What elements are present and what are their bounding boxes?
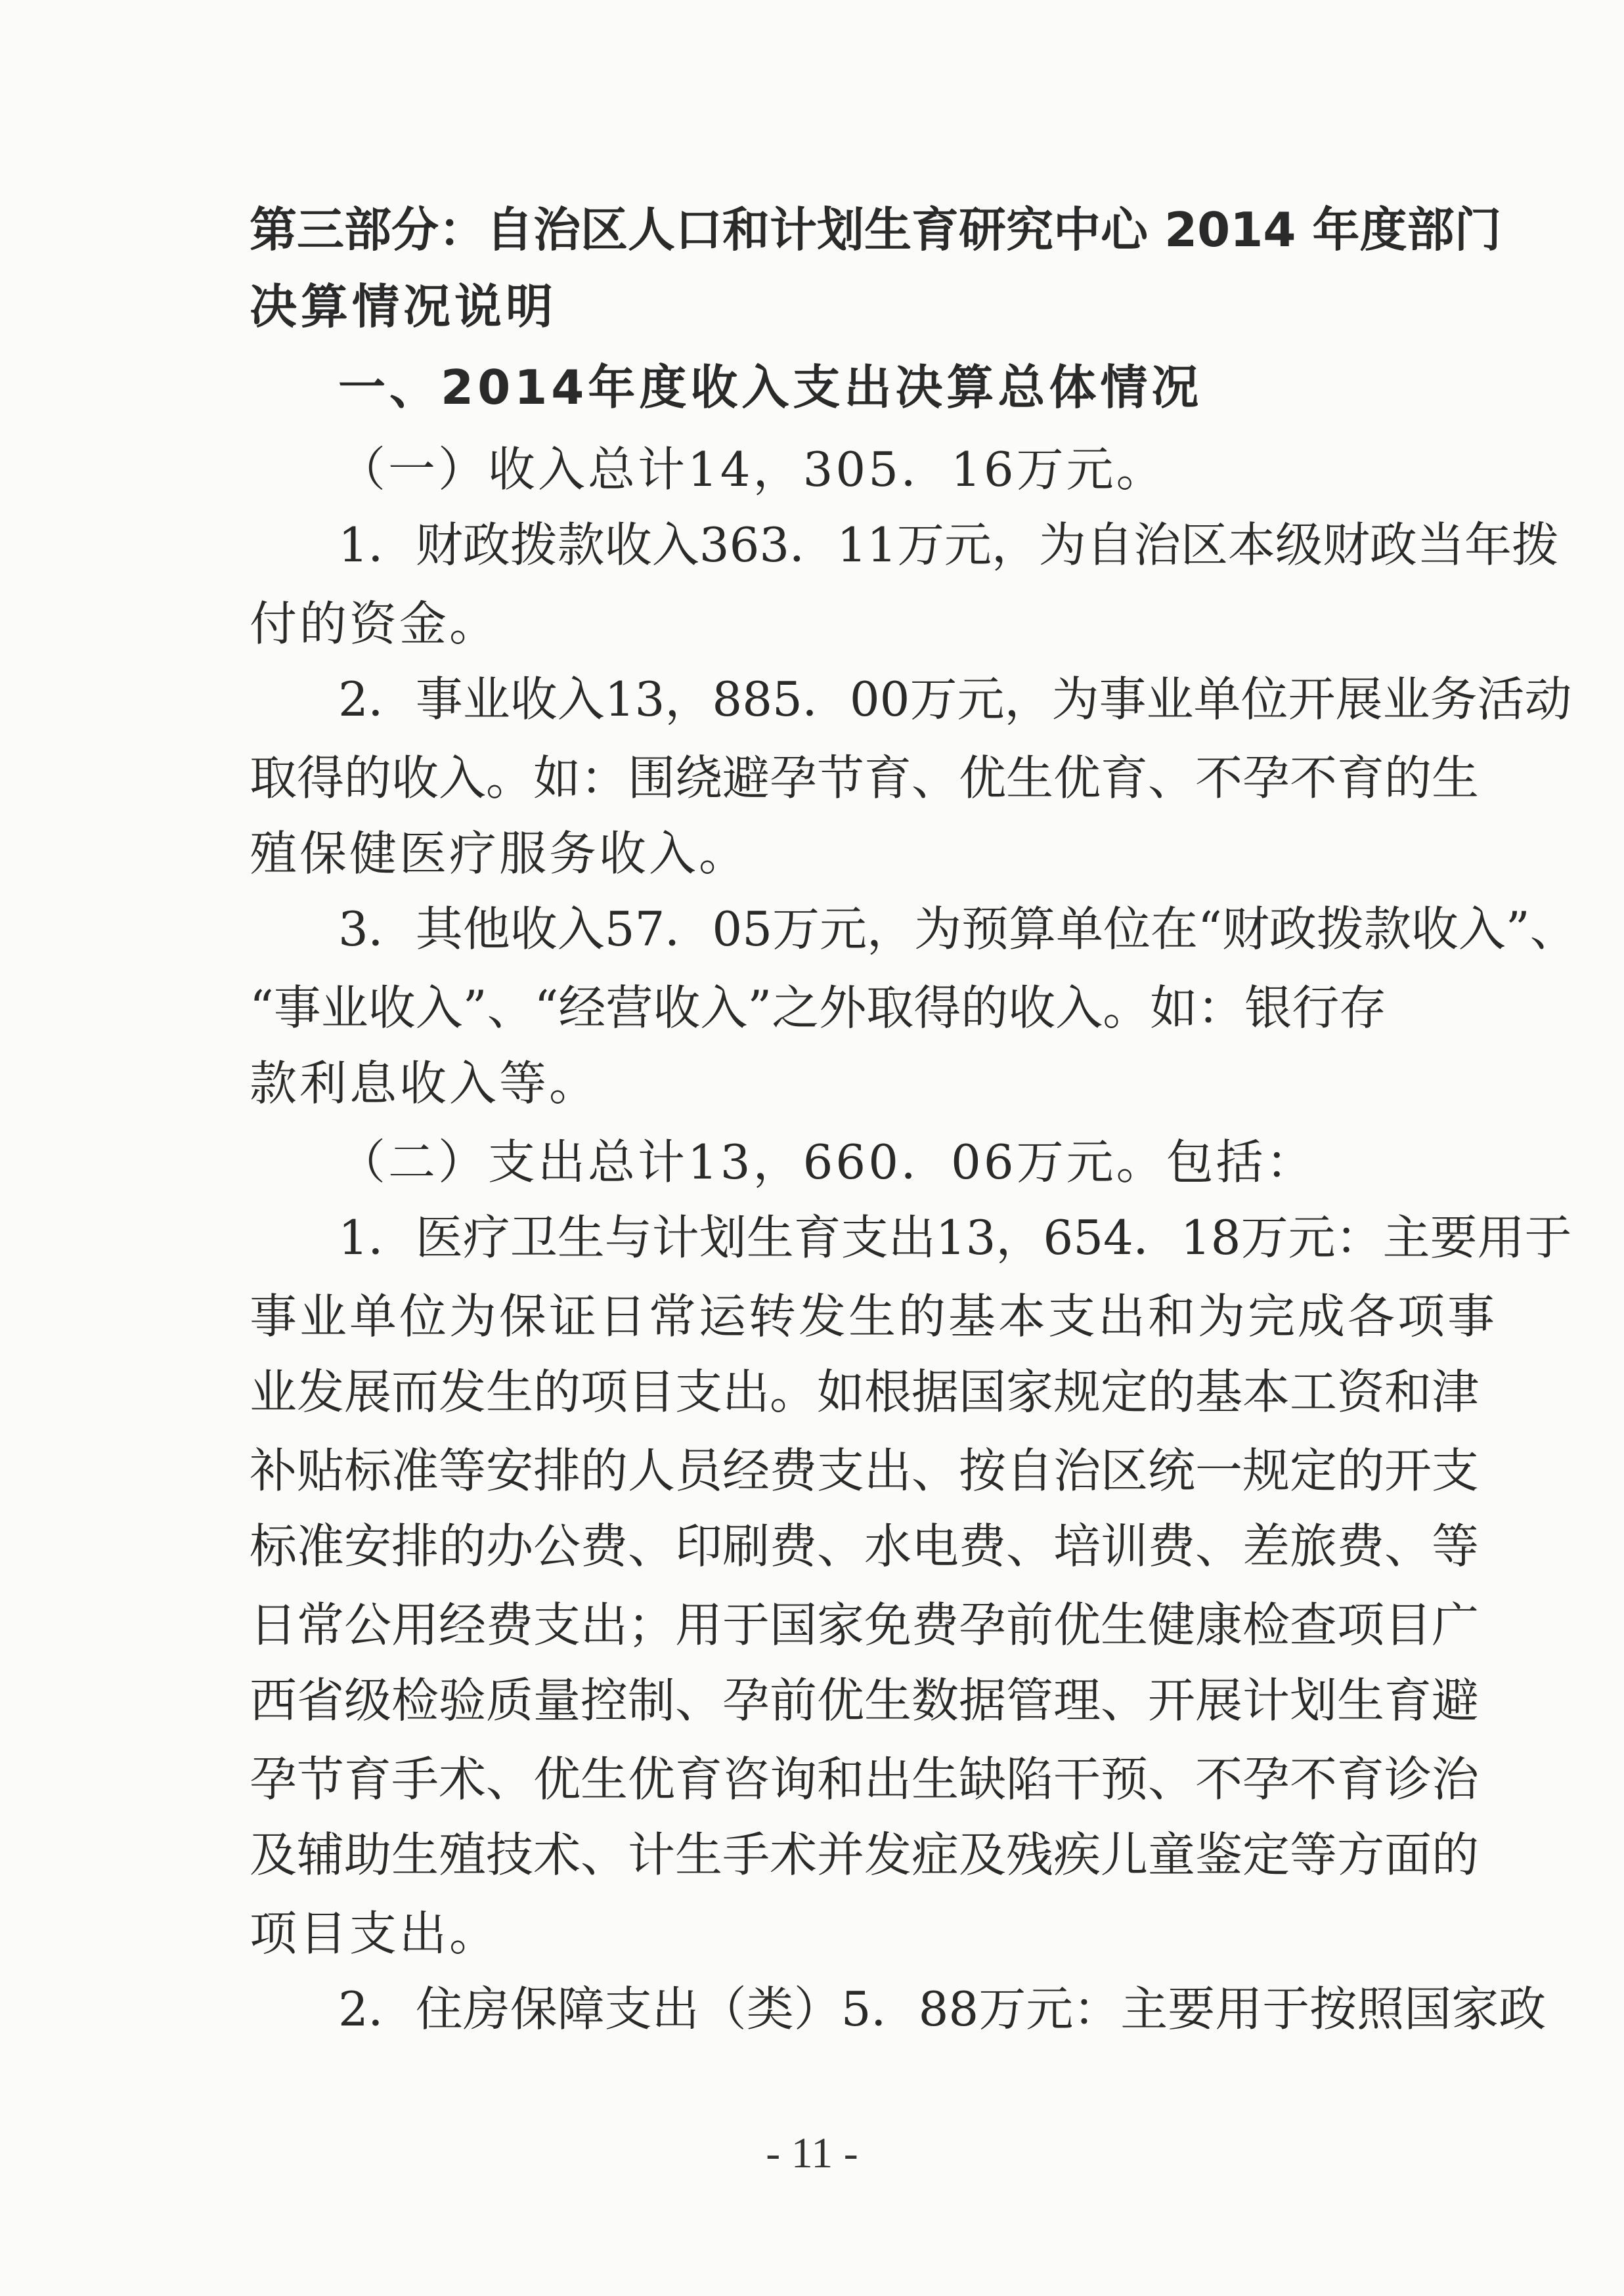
paragraph-line: 取得的收入。如：围绕避孕节育、优生优育、不孕不育的生	[250, 750, 1480, 806]
paragraph-line: 孕节育手术、优生优育咨询和出生缺陷干预、不孕不育诊治	[250, 1752, 1480, 1807]
paragraph-line: 1．财政拨款收入363．11万元，为自治区本级财政当年拨	[338, 517, 1559, 573]
income-total-line: （一）收入总计14，305．16万元。	[338, 442, 1166, 497]
paragraph-line: 款利息收入等。	[250, 1056, 600, 1111]
paragraph-line: 日常公用经费支出；用于国家免费孕前优生健康检查项目广	[250, 1597, 1480, 1653]
paragraph-line: 1．医疗卫生与计划生育支出13，654．18万元：主要用于	[338, 1210, 1572, 1265]
paragraph-line: 2．住房保障支出（类）5．88万元：主要用于按照国家政	[338, 1982, 1547, 2037]
paragraph-line: 西省级检验质量控制、孕前优生数据管理、开展计划生育避	[250, 1673, 1480, 1728]
paragraph-line: 付的资金。	[250, 596, 500, 651]
paragraph-line: 业发展而发生的项目支出。如根据国家规定的基本工资和津	[250, 1364, 1480, 1419]
paragraph-line: 标准安排的办公费、印刷费、水电费、培训费、差旅费、等	[250, 1519, 1480, 1574]
paragraph-line: 及辅助生殖技术、计生手术并发症及残疾儿童鉴定等方面的	[250, 1827, 1480, 1882]
section-title-line-2: 决算情况说明	[250, 279, 558, 334]
expenditure-total-line: （二）支出总计13，660．06万元。包括：	[338, 1135, 1316, 1190]
page-number: - 11 -	[766, 2129, 858, 2177]
paragraph-line: “事业收入”、“经营收入”之外取得的收入。如：银行存	[250, 980, 1387, 1035]
subsection-heading: 一、2014年度收入支出决算总体情况	[338, 360, 1203, 415]
paragraph-line: 2．事业收入13，885．00万元，为事业单位开展业务活动	[338, 672, 1572, 727]
paragraph-line: 殖保健医疗服务收入。	[250, 826, 749, 881]
paragraph-line: 补贴标准等安排的人员经费支出、按自治区统一规定的开支	[250, 1443, 1480, 1498]
paragraph-line: 项目支出。	[250, 1906, 500, 1961]
section-title-line-1: 第三部分：自治区人口和计划生育研究中心 2014 年度部门	[250, 202, 1502, 257]
paragraph-line: 事业单位为保证日常运转发生的基本支出和为完成各项事	[250, 1289, 1498, 1344]
paragraph-line: 3．其他收入57．05万元，为预算单位在“财政拨款收入”、	[338, 901, 1577, 957]
